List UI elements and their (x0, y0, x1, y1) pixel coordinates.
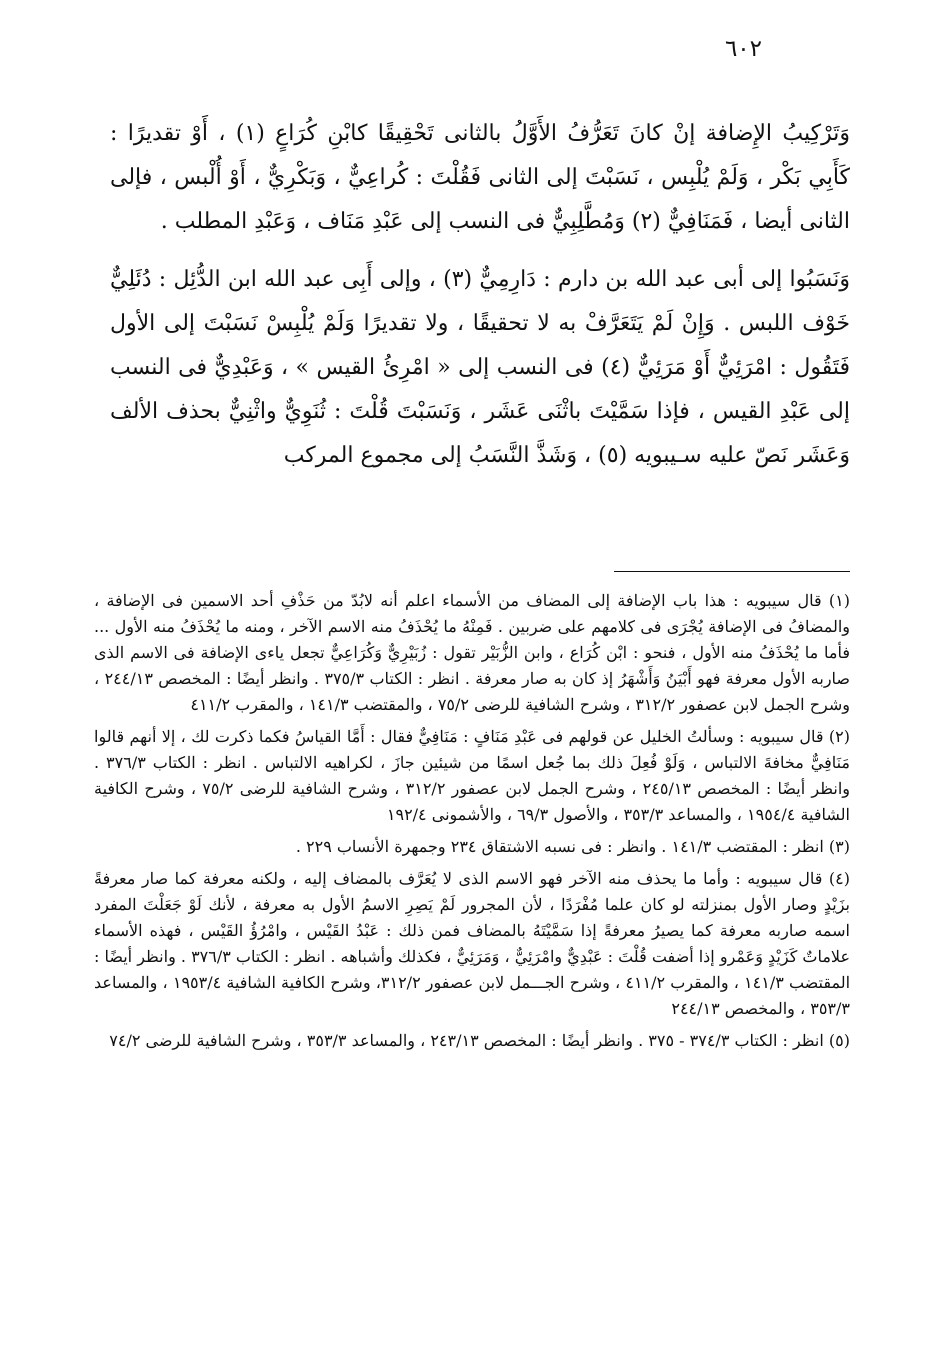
main-paragraph-2: وَنَسَبُوا إلى أبى عبد الله بن دارم : دَارِمِيٌّ (٣) ، وإلى أَبِى عبد الله ابن الدُّئِل : دُئَلِيٌّ خَوْف اللبس . وَإِنْ لَمْ يَتَعَرَّفْ به لا تحقيقًا ، ولا تقديرًا وَلَمْ يُلْبِسْ نَسَبْتَ إلى الأول فَتَقُول : امْرَئِيٌّ أَوْ مَرَئِيٌّ (٤) فى النسب إلى « امْرِئُ القيس » ، وَعَبْدِيٌّ فى النسب إلى عَبْدِ القيس ، فإذا سَمَّيْتَ باثْنَى عَشَر ، وَنَسَبْتَ قُلْتَ : ثُنَوِيٌّ واثْنِيٌّ بحذف الألف وَعَشَر نَصّ عليه سـيبويه (٥) ، وَشَذَّ النَّسَبُ إلى مجموع المركب (110, 267, 850, 468)
page-number: ٦٠٢ (724, 36, 762, 62)
footnote-4: (٤) قال سيبويه : وأما ما يحذف منه الآخر فهو الاسم الذى لا يُعَرَّف بالمضاف إليه ، ولكنه معرفة كما صار معرفةً بزَيْدٍ وصار الأول بمنزلته لو كان علما مُفْرَدًا ، لأن المجرور لَمْ يَصِرِ الاسمُ الأول به معرفة ، لأنك لَوْ جَعَلْتَ المفرد اسمه صاربه معرفة كما يصيرُ معرفةً إذا سَمَّيْتَهُ بالمضاف فمن ذلك : عَبْدُ القَيْس ، وامْرُؤُ القَيْس ، فهذه الأسماء علاماتٌ كَزَيْدٍ وَعَمْرو إذا أضفت قُلْتَ : عَبْدِيٌّ وامْرَئِيٌّ ، وَمَرَئِيٌّ ، فكذلك وأشباهه . انظر : الكتاب ٣٧٦/٣ . وانظر أيضًا : المقتضب ١٤١/٣ ، والمقرب ٤١١/٢ ، وشرح الجـــمل لابن عصفور ٣١٢/٢، وشرح الكافية الشافية ١٩٥٣/٤ ، والمساعد ٣٥٣/٣ ، والمخصص ٢٤٤/١٣ (94, 869, 851, 1018)
footnotes (94, 588, 850, 1060)
main-text (110, 112, 850, 478)
footnote-separator (614, 571, 850, 572)
footnote-3: (٣) انظر : المقتضب ١٤١/٣ . وانظر : فى نسبه الاشتقاق ٢٣٤ وجمهرة الأنساب ٢٢٩ . (295, 837, 850, 856)
footnote-2: (٢) قال سيبويه : وسألتُ الخليل عن قولهم فى عَبْدِ مَنَافٍ : مَنَافِيٌّ فقال : أَمَّا القياسُ فكما ذكرت لك ، إلا أنهم قالوا مَنَافِيٌّ مخافةَ الالتباس ، وَلَوْ فُعِلَ ذلك بما جُعل اسمًا من شيئين جازَ ، لكراهيه الالتباس . انظر : الكتاب ٣٧٦/٣ . وانظر أيضًا : المخصص ٢٤٥/١٣ ، وشرح الجمل لابن عصفور ٣١٢/٢ ، وشرح الشافية للرضى ٧٥/٢ ، وشرح الكافية الشافية ١٩٥٤/٤ ، والمساعد ٣٥٣/٣ ، والأصول ٦٩/٣ ، والأشمونى ١٩٢/٤ (94, 727, 851, 824)
footnote-1: (١) قال سيبويه : هذا باب الإضافة إلى المضاف من الأسماء اعلم أنه لابُدّ من حَذْفِ أحد الاسمين فى الإضافة ، والمضافُ فى الإضافة يُجْرَى فى كلامهم على ضربين . فَمِنْهُ ما يُحْذَفُ منه الاسم الآخر ، ومنه ما يُحْذَفُ منه الأول ... فأما ما يُحْذَفُ منه الأول ، فنحو : ابْن كُرَاع ، وابن الزُّبَيْر تقول : زُبَيْرِيٌّ وَكُرَاعِيٌّ تجعل ياءى الإضافة فى الاسم الذى صاربه الأول معرفة فهو أَبْيَنُ وَأَشْهَرُ إذ كان به صار معرفة . انظر : الكتاب ٣٧٥/٣ . وانظر أيضًا : المخصص ٢٤٤/١٣ ، وشرح الجمل لابن عصفور ٣١٢/٢ ، وشرح الشافية للرضى ٧٥/٢ ، والمقتضب ١٤١/٣ ، والمقرب ٤١١/٢ (94, 591, 851, 714)
footnote-5: (٥) انظر : الكتاب ٣٧٤/٣ - ٣٧٥ . وانظر أيضًا : المخصص ٢٤٣/١٣ ، والمساعد ٣٥٣/٣ ، وشرح الشافية للرضى ٧٤/٢ (109, 1031, 850, 1050)
main-paragraph-1: وَتَرْكِيبُ الإِضافة إنْ كانَ تَعَرُّفُ الأَوَّلُ بالثانى تَحْقِيقًا كابْنِ كُرَاعٍ (١) ، أَوْ تقديرًا : كَأَبِي بَكْر ، وَلَمْ يُلْبِس ، نَسَبْتَ إلى الثانى فَقُلْتَ : كُراعِيٌّ ، وَبَكْرِيٌّ ، أَوْ أُلْبس ، فإلى الثانى أيضا ، فَمَنَافِيٌّ (٢) وَمُطَّلِبِيٌّ فى النسب إلى عَبْدِ مَنَاف ، وَعَبْدِ المطلب . (110, 121, 850, 234)
